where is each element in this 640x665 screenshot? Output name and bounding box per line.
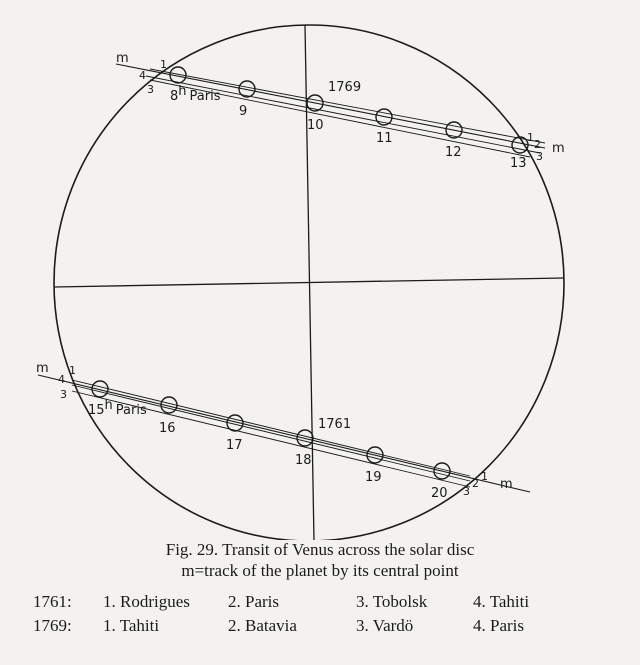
legend-station: 4. Tahiti [473,592,530,611]
hour-label: 9 [239,104,248,119]
station-number: 3 [147,83,154,96]
hour-label: 17 [226,438,243,453]
track-1761 [36,361,530,501]
legend-station: 1. Tahiti [103,616,160,635]
track-label-start: m [36,361,49,376]
caption-title: Fig. 29. Transit of Venus across the solar disc [165,540,475,559]
track-label-end: m [552,141,565,156]
legend-station: 4. Paris [473,616,524,635]
year-label: 1769 [328,80,362,95]
caption-subtitle: m=track of the planet by its central point [181,561,459,580]
station-number: 3 [463,485,470,498]
track-line [38,375,530,492]
station-number: 2 [472,477,479,490]
station-number: 1 [69,364,76,377]
legend-row-1761 [0,592,640,614]
track-1769 [116,51,565,171]
hour-label: 11 [376,131,393,146]
track-line [72,380,470,476]
station-number: 3 [536,150,543,163]
hour-label: 10 [307,118,324,133]
legend-station: 3. Tobolsk [356,592,428,611]
legend-station: 2. Paris [228,592,279,611]
station-number: 1 [527,131,534,144]
hour-label: 8h Paris [170,84,221,104]
hour-label: 16 [159,421,176,436]
station-number: 3 [60,388,67,401]
track-line [72,385,470,481]
station-number: 2 [534,138,541,151]
station-number: 1 [160,58,167,71]
hour-label: 19 [365,470,382,485]
legend-row-1769 [0,616,640,638]
hour-label: 18 [295,453,312,468]
station-number: 4 [58,373,65,386]
track-line [116,64,545,148]
year-label: 1761 [318,417,352,432]
legend-station: 2. Batavia [228,616,297,635]
track-label-end: m [500,477,513,492]
hour-label: 12 [445,145,462,160]
legend-year: 1769: [33,616,72,635]
station-number: 4 [139,69,146,82]
hour-label: 20 [431,486,448,501]
station-number: 1 [481,470,488,483]
venus-position [92,381,108,397]
hour-label: 13 [510,156,527,171]
legend-station: 3. Vardö [356,616,414,635]
hour-label: 15h Paris [88,398,147,418]
track-label-start: m [116,51,129,66]
legend-year: 1761: [33,592,72,611]
legend-station: 1. Rodrigues [103,592,190,611]
